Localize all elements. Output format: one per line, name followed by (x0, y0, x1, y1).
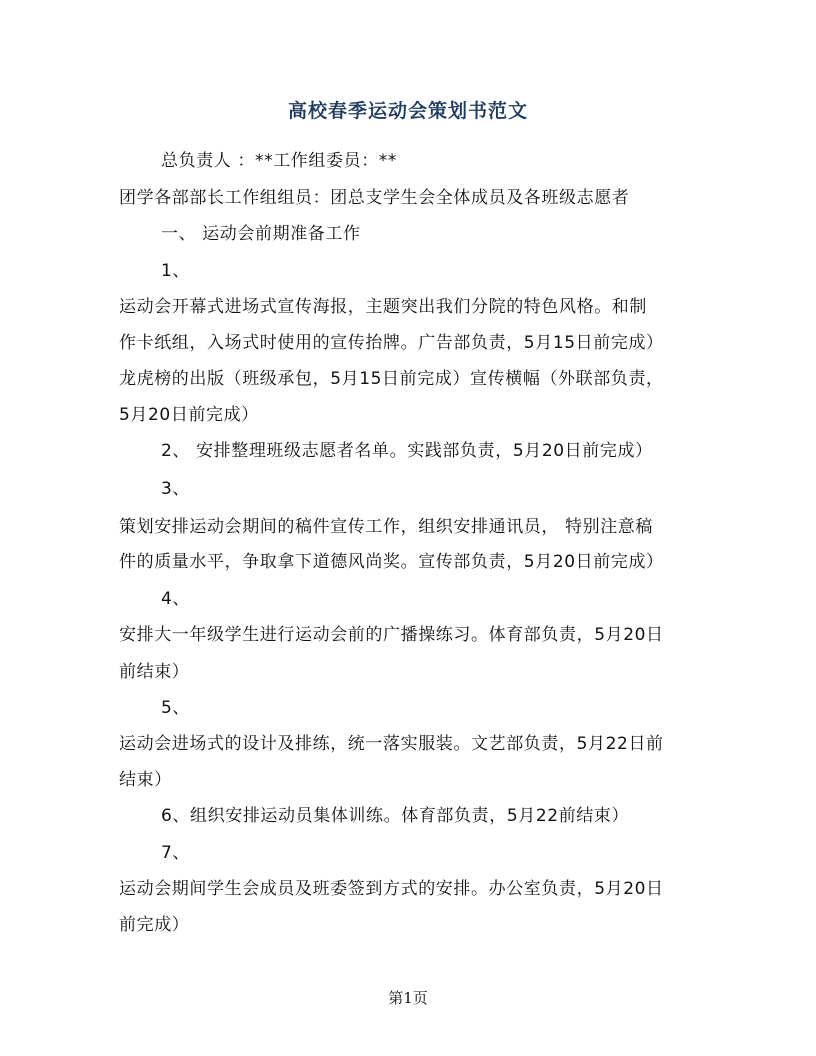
text-line: 运动会进场式的设计及排练，统一落实服装。文艺部负责，5月22日前 (119, 734, 664, 754)
list-number: 1、 (161, 261, 191, 281)
text-line: 总负责人 ：**工作组委员：** (161, 151, 398, 171)
text-line: 作卡纸组，入场式时使用的宣传抬牌。广告部负责，5月15日前完成） (119, 333, 664, 353)
document-title: 高校春季运动会策划书范文 (287, 100, 528, 122)
text-line: 安排大一年级学生进行运动会前的广播操练习。体育部负责，5月20日 (119, 625, 664, 645)
list-item: 6、组织安排运动员集体训练。体育部负责，5月22前结束） (161, 806, 630, 826)
list-number: 4、 (161, 589, 191, 609)
text-line: 运动会开幕式进场式宣传海报，主题突出我们分院的特色风格。和制 (119, 297, 647, 317)
text-line: 龙虎榜的出版（班级承包，5月15日前完成）宣传横幅（外联部负责， (119, 369, 664, 389)
page-number: 第1页 (388, 989, 428, 1007)
list-number: 7、 (161, 843, 191, 863)
list-number: 3、 (161, 479, 191, 499)
text-line: 件的质量水平，争取拿下道德风尚奖。宣传部负责，5月20日前完成） (119, 552, 664, 572)
list-number: 5、 (161, 698, 191, 718)
text-line: 结束） (119, 770, 172, 790)
text-line: 前结束） (119, 662, 190, 682)
text-line: 策划安排运动会期间的稿件宣传工作，组织安排通讯员， 特别注意稿 (119, 517, 654, 537)
text-line: 团学各部部长工作组组员：团总支学生会全体成员及各班级志愿者 (119, 188, 630, 208)
text-line: 5月20日前完成） (119, 405, 259, 425)
section-heading: 一、 运动会前期准备工作 (161, 224, 361, 244)
text-line: 运动会期间学生会成员及班委签到方式的安排。办公室负责，5月20日 (119, 879, 664, 899)
list-item: 2、 安排整理班级志愿者名单。实践部负责，5月20日前完成） (161, 441, 653, 461)
text-line: 前完成） (119, 915, 190, 935)
